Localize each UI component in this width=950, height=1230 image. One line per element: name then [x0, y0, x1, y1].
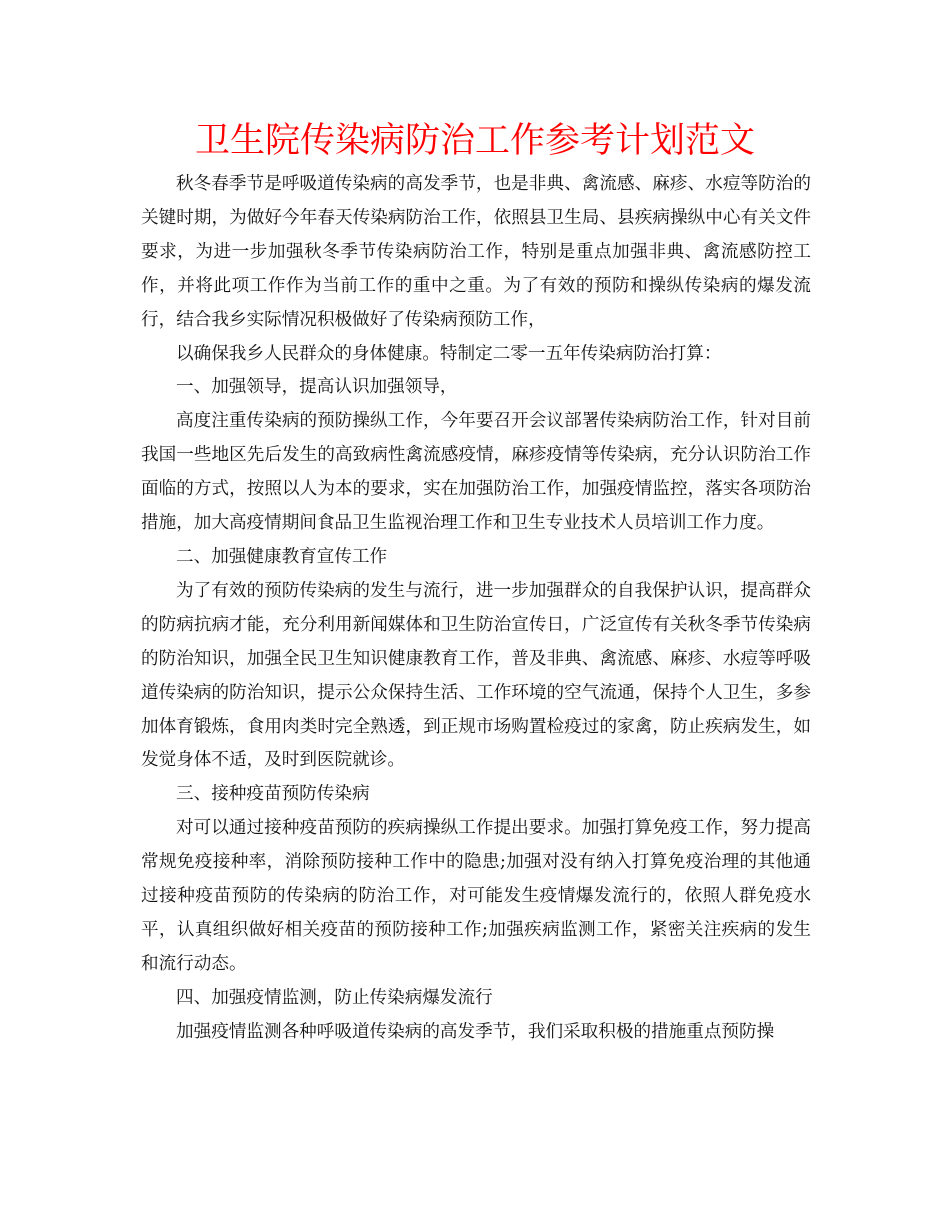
paragraph-purpose: 以确保我乡人民群众的身体健康。特制定二零一五年传染病防治打算： — [176, 343, 722, 364]
section-heading-4: 四、加强疫情监测，防止传染病爆发流行 — [176, 987, 493, 1008]
paragraph-intro: 秋冬春季节是呼吸道传染病的高发季节，也是非典、禽流感、麻疹、水痘等防治的关键时期，为做好今年春天传染病防治工作，依照县卫生局、县疾病操纵中心有关文件要求，为进一步加强秋冬季节传染病防治工作，特别是重点加强非典、禽流感防控工作，并将此项工作作为当前工作的重中之重。为了有效的预防和操纵传染病的爆发流行，结合我乡实际情况积极做好了传染病预防工作， — [141, 174, 811, 330]
paragraph-section-1: 高度注重传染病的预防操纵工作，今年要召开会议部署传染病防治工作，针对目前我国一些地区先后发生的高致病性禽流感疫情，麻疹疫情等传染病，充分认识防治工作面临的方式，按照以人为本的要求，实在加强防治工作，加强疫情监控，落实各项防治措施，加大高疫情期间食品卫生监视治理工作和卫生专业技术人员培训工作力度。 — [141, 411, 811, 534]
document-body — [141, 168, 811, 1050]
paragraph-section-3: 对可以通过接种疫苗预防的疾病操纵工作提出要求。加强打算免疫工作，努力提高常规免疫接种率，消除预防接种工作中的隐患;加强对没有纳入打算免疫治理的其他通过接种疫苗预防的传染病的防治工作，对可能发生疫情爆发流行的，依照人群免疫水平，认真组织做好相关疫苗的预防接种工作;加强疾病监测工作，紧密关注疾病的发生和流行动态。 — [141, 818, 811, 974]
section-heading-3: 三、接种疫苗预防传染病 — [176, 784, 370, 805]
paragraph-section-2: 为了有效的预防传染病的发生与流行，进一步加强群众的自我保护认识，提高群众的防病抗病才能，充分利用新闻媒体和卫生防治宣传日，广泛宣传有关秋冬季节传染病的防治知识，加强全民卫生知识健康教育工作，普及非典、禽流感、麻疹、水痘等呼吸道传染病的防治知识，提示公众保持生活、工作环境的空气流通，保持个人卫生，多参加体育锻炼，食用肉类时完全熟透，到正规市场购置检疫过的家禽，防止疾病发生，如发觉身体不适，及时到医院就诊。 — [141, 580, 811, 771]
section-heading-1: 一、加强领导，提高认识加强领导， — [176, 377, 458, 398]
document-title: 卫生院传染病防治工作参考计划范文 — [194, 121, 755, 161]
section-heading-2: 二、加强健康教育宣传工作 — [176, 546, 388, 567]
paragraph-section-4: 加强疫情监测各种呼吸道传染病的高发季节，我们采取积极的措施重点预防操 — [176, 1021, 775, 1042]
